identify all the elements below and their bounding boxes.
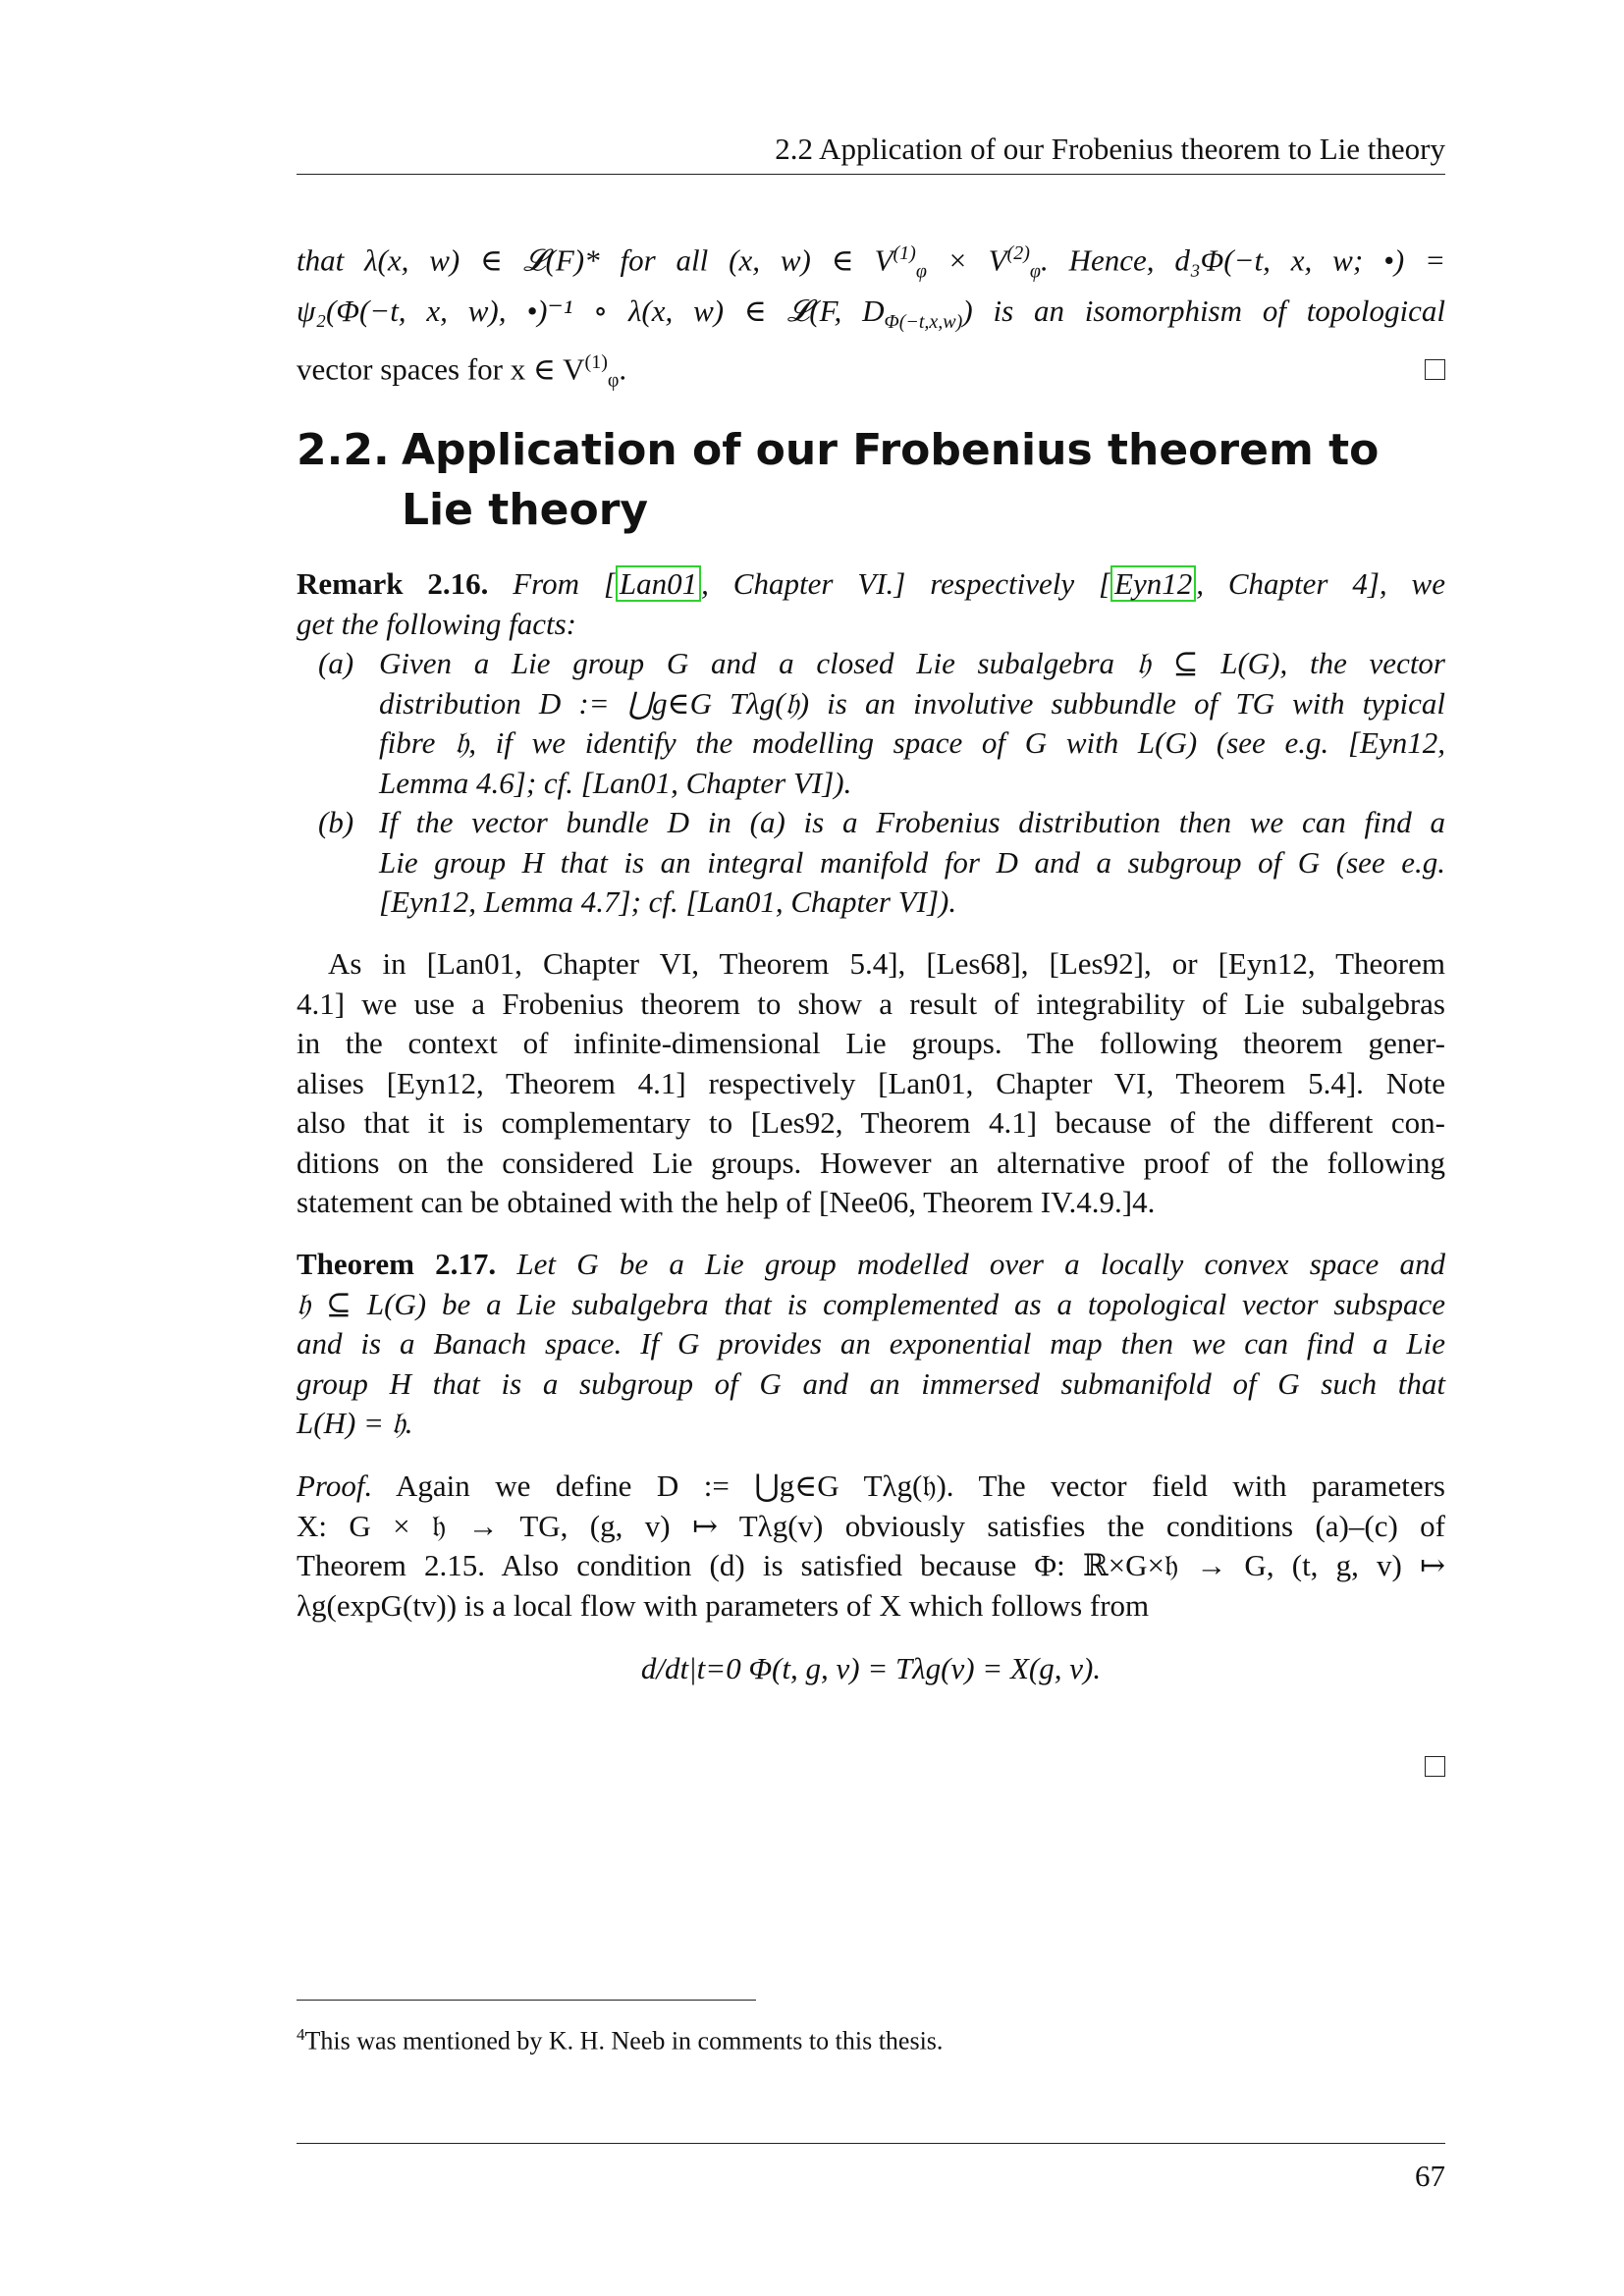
remark-item-a xyxy=(297,644,1445,803)
header-rule xyxy=(297,174,1445,175)
item-a-line-3: fibre 𝔥, if we identify the modelling space of G with L(G) (see e.g. [Eyn12, xyxy=(379,725,1445,760)
page-number: 67 xyxy=(1415,2159,1445,2193)
proof-line-3: Theorem 2.15. Also condition (d) is satisfied because Φ: ℝ×G×𝔥 → G, (t, g, v) ↦ xyxy=(297,1548,1445,1582)
intro-line-1: that λ(x, w) ∈ 𝓛(F)* for all (x, w) ∈ $V^{(1)}_\varphi \times V^{(2)}_\varphi$. Hence, d₃Φ(−t, x, w; •) = xyxy=(297,242,1446,283)
footnote-rule xyxy=(297,2000,756,2001)
proof-end xyxy=(1425,1747,1445,1788)
running-head: 2.2 Application of our Frobenius theorem to Lie theory xyxy=(775,132,1445,166)
display-equation: d/dt|t=0 Φ(t, g, v) = Tλg(v) = X(g, v). xyxy=(640,1651,1102,1685)
theorem-line-3: and is a Banach space. If G provides an exponential map then we can find a Lie xyxy=(297,1326,1445,1361)
footnote-marker: 4 xyxy=(297,2025,305,2044)
item-a-line-1: Given a Lie group G and a closed Lie subalgebra 𝔥 ⊆ L(G), the vector xyxy=(379,646,1445,680)
item-a-line-4: Lemma 4.6]; cf. [Lan01, Chapter VI]). xyxy=(379,765,852,800)
theorem-line-4: group H that is a subgroup of G and an immersed submanifold of G such that xyxy=(297,1365,1445,1401)
proof-block xyxy=(297,1467,1445,1685)
paragraph-line-4: alises [Eyn12, Theorem 4.1] respectively [Lan01, Chapter VI, Theorem 5.4]. Note xyxy=(297,1065,1445,1100)
theorem-line-2: 𝔥 ⊆ L(G) be a Lie subalgebra that is complemented as a topological vector subspace xyxy=(297,1286,1445,1321)
section-number: 2.2. xyxy=(297,425,390,475)
intro-paragraph xyxy=(297,234,1445,400)
proof-line-4: λg(expG(tv)) is a local flow with parameters of X which follows from xyxy=(297,1587,1150,1623)
proof-line-1: Proof. Again we define D := ⋃g∈G Tλg(𝔥). The vector field with parameters xyxy=(297,1468,1445,1503)
remark-line-2: get the following facts: xyxy=(297,606,576,641)
paragraph-line-1: As in [Lan01, Chapter VI, Theorem 5.4], [Les68], [Les92], or [Eyn12, Theorem xyxy=(328,946,1445,981)
remark-block xyxy=(297,564,1445,923)
section-title: Application of our Frobenius theorem to Lie theory xyxy=(402,425,1380,535)
theorem-line-1: Theorem 2.17. Let G be a Lie group modelled over a locally convex space and xyxy=(297,1247,1445,1281)
paragraph-line-3: in the context of infinite-dimensional Lie groups. The following theorem gener- xyxy=(297,1026,1445,1060)
theorem-line-5: L(H) = 𝔥. xyxy=(297,1406,413,1440)
intro-line-3: vector spaces for x ∈ $V^{(1)}_\varphi$. xyxy=(297,343,1445,400)
body-paragraph xyxy=(297,944,1445,1223)
qed-box-icon xyxy=(1425,1756,1445,1777)
intro-line-2: ψ₂(Φ(−t, x, w), •)⁻¹ ∘ λ(x, w) ∈ 𝓛(F, $D_{\Phi(-t,x,w)}$) is an isomorphism of topological xyxy=(297,294,1445,334)
footnote xyxy=(297,2018,1445,2058)
paragraph-line-7: statement can be obtained with the help of [Nee06, Theorem IV.4.9.]4. xyxy=(297,1185,1156,1219)
remark-item-b xyxy=(297,803,1445,923)
cite-lan01[interactable]: Lan01 xyxy=(616,565,701,602)
proof-line-2: X: G × 𝔥 → TG, (g, v) ↦ Tλg(v) obviously satisfies the conditions (a)–(c) of xyxy=(297,1508,1445,1543)
remark-line-1: Remark 2.16. From [ Lan01 , Chapter VI.] respectively [ Eyn12 , Chapter 4], we xyxy=(297,566,1445,601)
proof-label: Proof. xyxy=(297,1468,373,1503)
item-a-label: (a) xyxy=(318,646,354,680)
item-b-label: (b) xyxy=(318,805,354,839)
item-a-line-2: distribution D := ⋃g∈G Tλg(𝔥) is an involutive subbundle of TG with typical xyxy=(379,685,1445,721)
theorem-block xyxy=(297,1245,1445,1444)
item-b-line-3: [Eyn12, Lemma 4.7]; cf. [Lan01, Chapter VI]). xyxy=(379,884,957,919)
item-b-line-1: If the vector bundle D in (a) is a Frobenius distribution then we can find a xyxy=(379,805,1445,839)
paragraph-line-5: also that it is complementary to [Les92, Theorem 4.1] because of the different con- xyxy=(297,1105,1445,1140)
footer-rule xyxy=(297,2143,1445,2144)
footnote-text: This was mentioned by K. H. Neeb in comments to this thesis. xyxy=(304,2026,944,2056)
item-b-line-2: Lie group H that is an integral manifold for D and a subgroup of G (see e.g. xyxy=(379,844,1445,880)
remark-label: Remark 2.16. xyxy=(297,566,489,601)
paragraph-line-2: 4.1] we use a Frobenius theorem to show a result of integrability of Lie subalgebras xyxy=(297,986,1445,1021)
qed-box-icon xyxy=(1425,359,1445,380)
theorem-label: Theorem 2.17. xyxy=(297,1247,497,1281)
paragraph-line-6: ditions on the considered Lie groups. However an alternative proof of the following xyxy=(297,1145,1445,1180)
cite-eyn12[interactable]: Eyn12 xyxy=(1110,565,1196,602)
